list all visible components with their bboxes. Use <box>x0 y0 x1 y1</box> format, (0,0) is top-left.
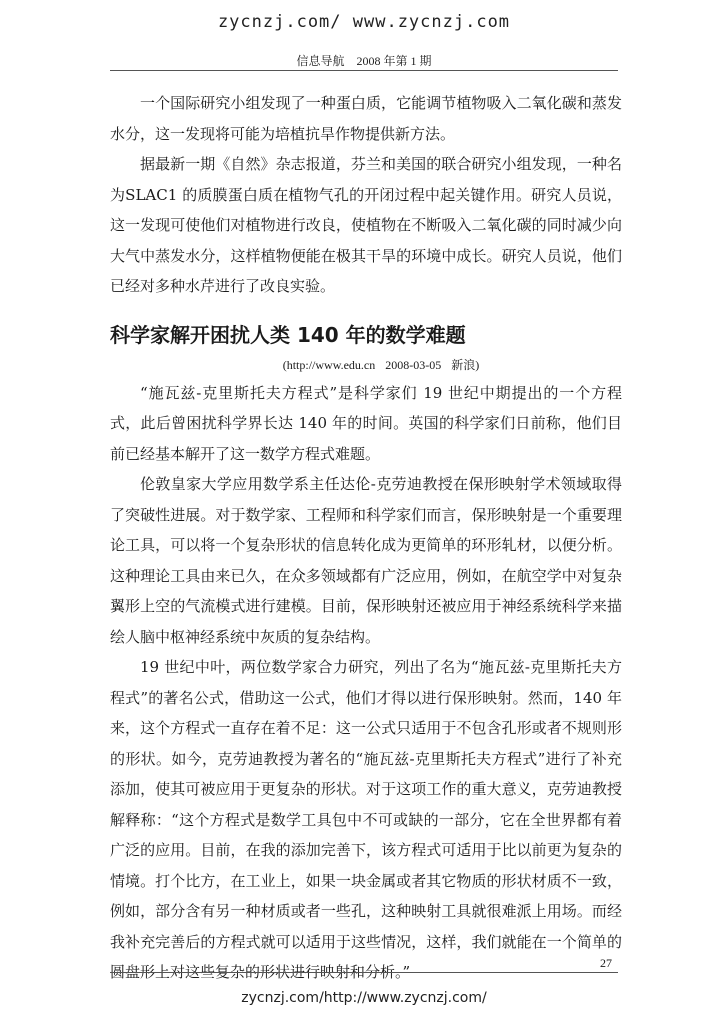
paragraph: “施瓦兹-克里斯托夫方程式”是科学家们 19 世纪中期提出的一个方程式，此后曾困扰科学界长达 140 年的时间。英国的科学家们日前称，他们目前已经基本解开了这一数学方程式难题。 <box>110 383 622 463</box>
paragraph: 19 世纪中叶，两位数学家合力研究，列出了名为“施瓦兹-克里斯托夫方程式”的著名公式，借助这一公式，他们才得以进行保形映射。然而，140 年来，这个方程式一直存在着不足：这一公式只适用于不包含孔形或者不规则形的形状。如今，克劳迪教授为著名的“施瓦兹-克里斯托夫方程式”进行了补充添加，使其可被应用于更复杂的形状。对于这项工作的重大意义，克劳迪教授解释称：“这个方程式是数学工具包中不可或缺的一部分，它在全世界都有着广泛的应用。目前，在我的添加完善下，该方程式可适用于比以前更为复杂的情境。打个比方，在工业上，如果一块金属或者其它物质的形状材质不一致，例如，部分含有另一种材质或者一些孔，这种映射工具就很难派上用场。而经我补充完善后的方程式就可以适用于这些情况，这样，我们就能在一个简单的圆盘形上对这些复杂的形状进行映射和分析。” <box>110 658 622 981</box>
paragraph: 一个国际研究小组发现了一种蛋白质，它能调节植物吸入二氧化碳和蒸发水分，这一发现将可能为培植抗旱作物提供新方法。 <box>110 94 622 143</box>
issue-label: 2008 年第 1 期 <box>356 54 432 68</box>
paragraph: 据最新一期《自然》杂志报道，芬兰和美国的联合研究小组发现，一种名为SLAC1 的质膜蛋白质在植物气孔的开闭过程中起关键作用。研究人员说，这一发现可使他们对植物进行改良，使植物在不断吸入二氧化碳的同时减少向大气中蒸发水分，这样植物便能在极其干旱的环境中成长。研究人员说，他们已经对多种水芹进行了改良实验。 <box>110 155 622 295</box>
article-source <box>110 356 622 374</box>
footer-rule <box>110 972 618 973</box>
header-rule <box>110 70 618 71</box>
page-number: 27 <box>600 956 612 970</box>
source-outlet: 新浪) <box>451 357 480 372</box>
paragraph: 伦敦皇家大学应用数学系主任达伦-克劳迪教授在保形映射学术领域取得了突破性进展。对于数学家、工程师和科学家们而言，保形映射是一个重要理论工具，可以将一个复杂形状的信息转化成为更简单的环形轧材，以便分析。这种理论工具由来已久，在众多领域都有广泛应用，例如，在航空学中对复杂翼形上空的气流模式进行建模。目前，保形映射还被应用于神经系统科学来描绘人脑中枢神经系统中灰质的复杂结构。 <box>110 475 622 646</box>
article-title: 科学家解开困扰人类 140 年的数学难题 <box>110 322 466 347</box>
watermark-top: zycnzj.com/ www.zycnzj.com <box>217 12 511 32</box>
source-date: 2008-03-05 <box>385 357 442 372</box>
running-header <box>0 52 728 69</box>
footer-url: zycnzj.com/http://www.zycnzj.com/ <box>241 990 487 1006</box>
page-body <box>110 88 622 988</box>
source-url: (http://www.edu.cn <box>282 357 376 372</box>
publication-name: 信息导航 <box>296 54 345 68</box>
